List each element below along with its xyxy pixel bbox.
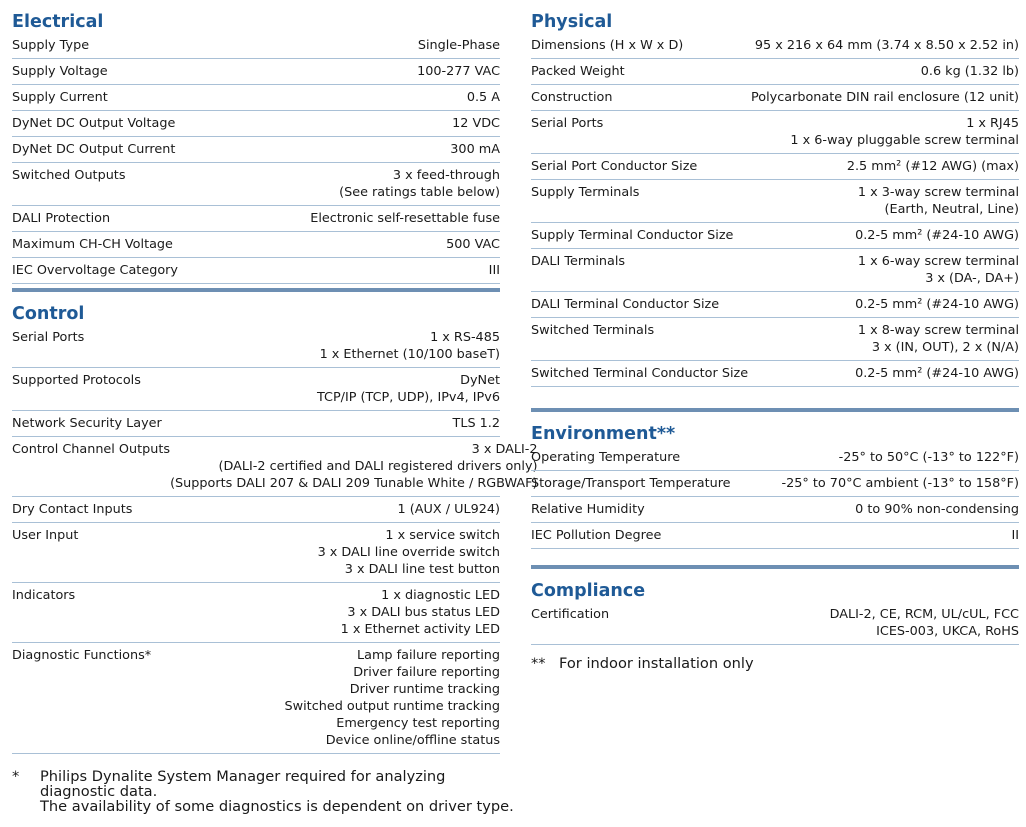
spec-value-line: 3 x (IN, OUT), 2 x (N/A) [871,340,1019,355]
spec-row [531,361,1019,387]
spec-row [531,445,1019,471]
spec-label: Certification [531,607,610,622]
footnote-mark: * [12,768,20,785]
spec-value-line: Driver runtime tracking [349,682,500,697]
spec-label: IEC Overvoltage Category [12,263,178,278]
spec-row [12,206,500,232]
spec-value-line: 1 x Ethernet (10/100 baseT) [319,347,500,362]
spec-value [830,606,1019,640]
spec-row [531,33,1019,59]
spec-value [858,322,1019,356]
spec-value [489,262,500,279]
spec-value-line: Electronic self-resettable fuse [310,211,500,226]
spec-value-line: 1 (AUX / UL924) [397,502,500,517]
spec-value-line: Lamp failure reporting [357,648,500,663]
spec-value [310,210,500,227]
spec-row [12,85,500,111]
spec-value-line: Driver failure reporting [353,665,500,680]
spec-label: Switched Outputs [12,168,126,183]
spec-value [418,37,500,54]
spec-value [453,415,501,432]
spec-label: Supported Protocols [12,373,141,388]
spec-value-line: TCP/IP (TCP, UDP), IPv4, IPv6 [316,390,500,405]
environment-section [531,408,1019,565]
spec-row [12,232,500,258]
spec-value-line: 1 x 6-way pluggable screw terminal [790,133,1019,148]
spec-value-line: 0.6 kg (1.32 lb) [920,64,1019,79]
spec-value-line: (Supports DALI 207 & DALI 209 Tunable White / RGBWAF) [170,476,538,491]
spec-label: Supply Terminals [531,185,640,200]
spec-value-line: 1 x 6-way screw terminal [857,254,1019,269]
spec-value [839,449,1019,466]
spec-label: DALI Protection [12,211,111,226]
spec-value-line: II [1011,528,1019,543]
spec-row [531,318,1019,361]
spec-value [921,63,1019,80]
spec-value-line: 300 mA [450,142,500,157]
spec-value-line: 3 x (DA-, DA+) [925,271,1019,286]
spec-row [531,292,1019,318]
spec-value-line: 95 x 216 x 64 mm (3.74 x 8.50 x 2.52 in) [754,38,1019,53]
spec-label: Construction [531,90,613,105]
spec-row [531,602,1019,645]
spec-row [531,471,1019,497]
spec-value-line: 0.2-5 mm² (#24-10 AWG) [855,366,1019,381]
footnote-text [40,769,514,814]
spec-value-line: 1 x diagnostic LED [381,588,500,603]
spec-label: Supply Terminal Conductor Size [531,228,734,243]
spec-value [467,89,500,106]
spec-label: Serial Ports [12,330,85,345]
spec-value-line: DyNet [460,373,500,388]
spec-value [170,441,537,492]
spec-label: DyNet DC Output Voltage [12,116,176,131]
footnote-mark: ** [531,655,546,672]
spec-value [782,475,1019,492]
spec-value-line: 12 VDC [452,116,500,131]
spec-value-line: 100-277 VAC [417,64,500,79]
spec-value-line: 3 x DALI line test button [344,562,500,577]
spec-value-line: Single-Phase [417,38,500,53]
spec-value-line: 0 to 90% non-condensing [855,502,1019,517]
footnote-line: The availability of some diagnostics is dependent on driver type. [40,798,514,815]
spec-value [855,501,1019,518]
right-column [531,0,1019,645]
spec-value-line: 1 x 8-way screw terminal [857,323,1019,338]
spec-row [531,85,1019,111]
spec-value [452,115,500,132]
spec-value-line: 3 x DALI line override switch [317,545,500,560]
spec-value-line: (See ratings table below) [339,185,500,200]
spec-value-line: (Earth, Neutral, Line) [884,202,1019,217]
spec-value-line: -25° to 50°C (-13° to 122°F) [838,450,1019,465]
spec-value [318,527,500,578]
spec-row [531,59,1019,85]
spec-row [12,325,500,368]
spec-label: Control Channel Outputs [12,442,171,457]
spec-label: DALI Terminals [531,254,626,269]
spec-value [1011,527,1019,544]
spec-value-line: 3 x DALI-2 [471,442,538,457]
spec-label: Dry Contact Inputs [12,502,133,517]
spec-row [12,33,500,59]
spec-label: Serial Ports [531,116,604,131]
spec-label: Switched Terminal Conductor Size [531,366,749,381]
footnote-text [559,656,754,671]
footnote-line: Philips Dynalite System Manager required for analyzing [40,768,446,785]
spec-value [398,501,500,518]
spec-label: Supply Type [12,38,90,53]
spec-value [450,141,500,158]
spec-value-line: TLS 1.2 [452,416,500,431]
spec-value-line: Emergency test reporting [336,716,500,731]
physical-title: Physical [531,12,613,32]
spec-row [12,163,500,206]
spec-row [531,497,1019,523]
spec-row [12,411,500,437]
spec-value [755,37,1019,54]
spec-value-line: 1 x service switch [385,528,500,543]
spec-label: Diagnostic Functions* [12,648,152,663]
spec-row [12,137,500,163]
spec-row [12,368,500,411]
electrical-section [12,0,500,288]
spec-label: User Input [12,528,79,543]
spec-row [531,111,1019,154]
spec-value-line: Switched output runtime tracking [284,699,500,714]
spec-label: Packed Weight [531,64,625,79]
spec-value [751,89,1019,106]
spec-row [12,497,500,523]
physical-section [531,0,1019,408]
spec-value [790,115,1019,149]
spec-label: Relative Humidity [531,502,645,517]
spec-row [12,643,500,754]
spec-label: Network Security Layer [12,416,162,431]
compliance-title: Compliance [531,581,646,601]
left-column [12,0,538,754]
spec-value [446,236,500,253]
spec-value-line: 3 x feed-through [392,168,500,183]
spec-value [285,647,500,749]
control-title: Control [12,304,85,324]
spec-label: Operating Temperature [531,450,681,465]
spec-row [12,437,538,497]
spec-row [531,223,1019,249]
spec-value-line: III [488,263,500,278]
spec-label: IEC Pollution Degree [531,528,662,543]
footnote-line: diagnostic data. [40,783,158,800]
spec-value [855,296,1019,313]
electrical-title: Electrical [12,12,104,32]
environment-title: Environment** [531,424,676,444]
spec-row [12,523,500,583]
spec-label: Storage/Transport Temperature [531,476,731,491]
footnote-single [12,769,512,819]
spec-label: Indicators [12,588,76,603]
spec-label: Switched Terminals [531,323,655,338]
spec-label: Supply Voltage [12,64,108,79]
spec-value-line: Device online/offline status [325,733,500,748]
spec-value [858,253,1019,287]
spec-row [531,249,1019,292]
spec-value [341,587,500,638]
spec-value [855,227,1019,244]
spec-row [12,258,500,284]
footnote-line: For indoor installation only [559,655,754,672]
spec-value-line: (DALI-2 certified and DALI registered drivers only) [218,459,538,474]
spec-label: Dimensions (H x W x D) [531,38,684,53]
spec-value-line: Polycarbonate DIN rail enclosure (12 unit) [750,90,1019,105]
spec-label: Maximum CH-CH Voltage [12,237,173,252]
spec-label: Serial Port Conductor Size [531,159,698,174]
spec-label: DALI Terminal Conductor Size [531,297,720,312]
spec-row [12,111,500,137]
spec-row [12,583,500,643]
spec-value [858,184,1019,218]
spec-value [417,63,500,80]
spec-row [531,180,1019,223]
spec-label: DyNet DC Output Current [12,142,176,157]
spec-row [12,59,500,85]
spec-value-line: 0.5 A [466,90,500,105]
spec-row [531,154,1019,180]
compliance-section [531,565,1019,645]
spec-value-line: 1 x 3-way screw terminal [857,185,1019,200]
spec-value-line: ICES-003, UKCA, RoHS [876,624,1019,639]
spec-value [320,329,500,363]
spec-value-line: 500 VAC [446,237,500,252]
spec-row [531,523,1019,549]
spec-value-line: 1 x RS-485 [430,330,500,345]
spec-value [855,365,1019,382]
control-section [12,288,538,754]
spec-value-line: DALI-2, CE, RCM, UL/cUL, FCC [829,607,1019,622]
spec-value-line: 1 x RJ45 [966,116,1019,131]
spec-label: Supply Current [12,90,108,105]
footnote-double [531,656,1019,676]
spec-value-line: 0.2-5 mm² (#24-10 AWG) [855,228,1019,243]
spec-value-line: 1 x Ethernet activity LED [340,622,500,637]
spec-value-line: 2.5 mm² (#12 AWG) (max) [846,159,1019,174]
spec-value [847,158,1019,175]
spec-value [317,372,500,406]
spec-value-line: 3 x DALI bus status LED [347,605,500,620]
spec-value-line: 0.2-5 mm² (#24-10 AWG) [855,297,1019,312]
spec-value [339,167,500,201]
spec-value-line: -25° to 70°C ambient (-13° to 158°F) [781,476,1019,491]
